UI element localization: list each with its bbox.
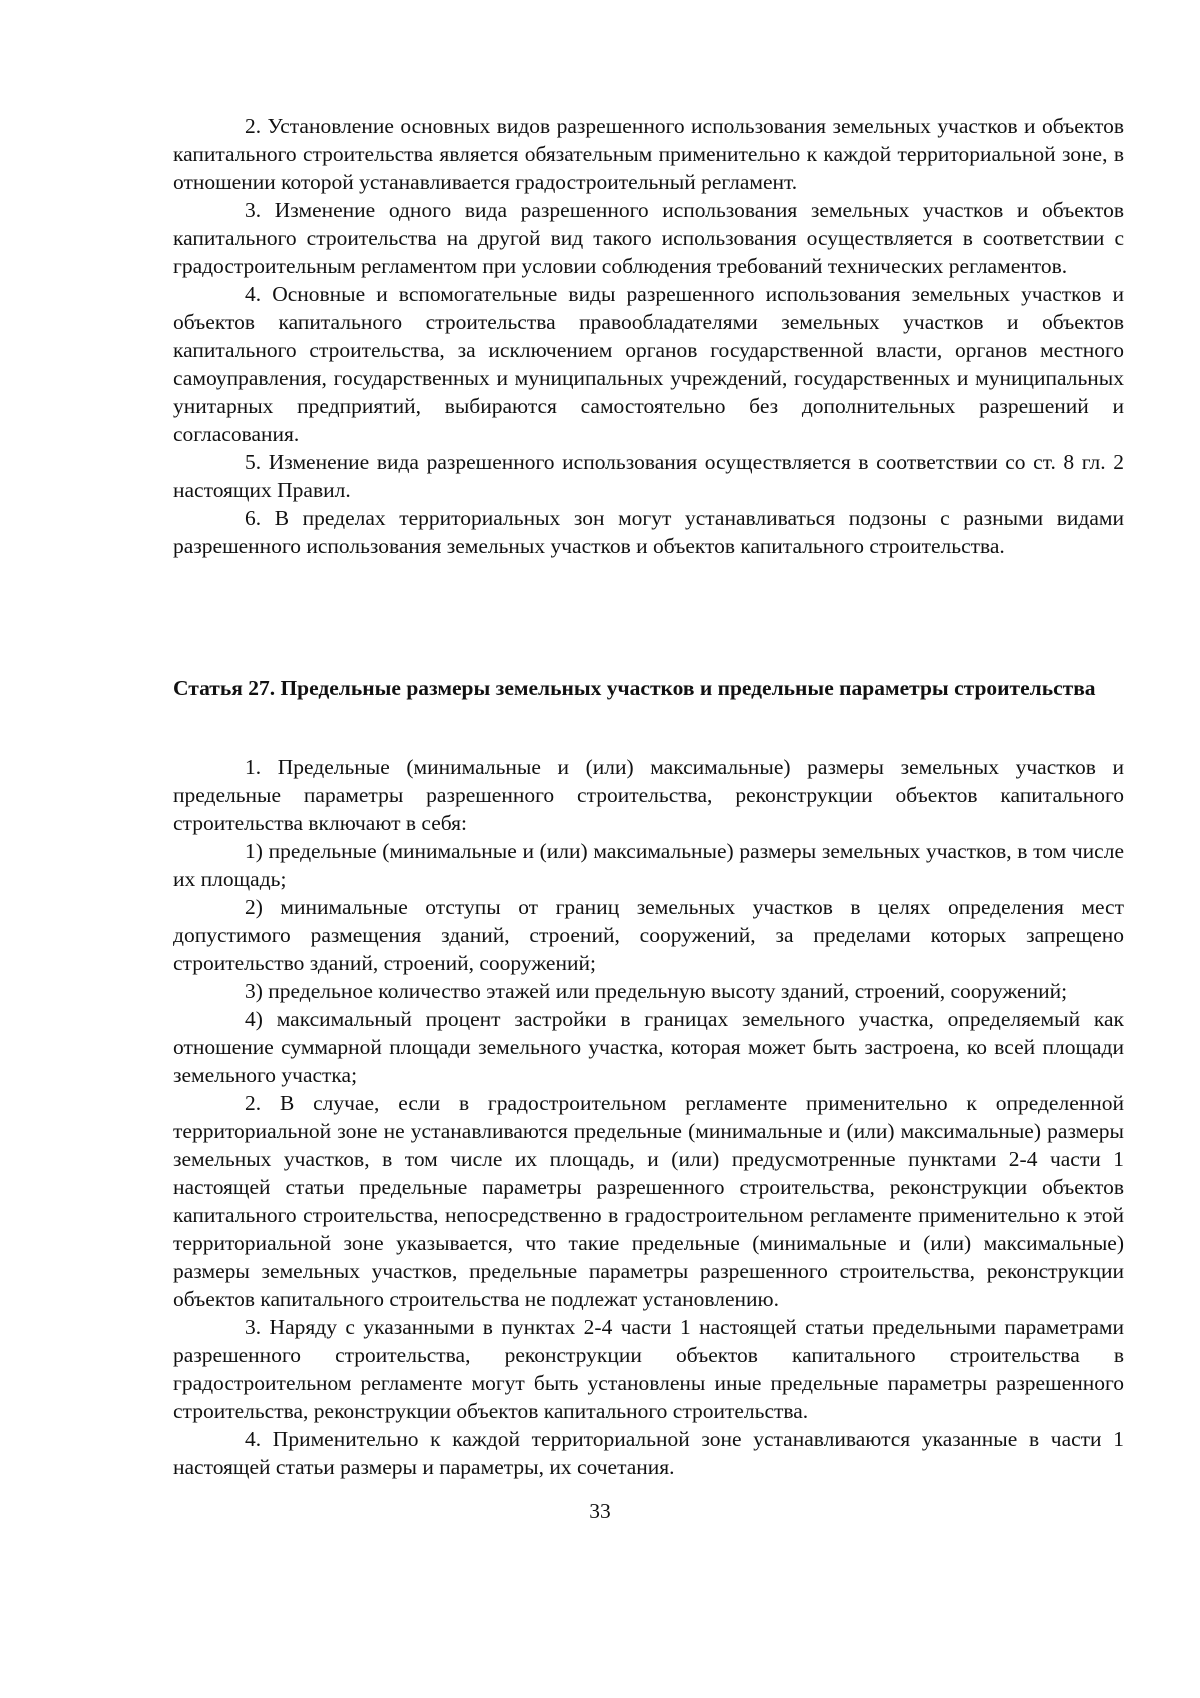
paragraph-2: 2. Установление основных видов разрешенного использования земельных участков и объектов капитального строительства является обязательным применительно к каждой территориальной зоне, в отношении которой устанавливается градостроительный регламент. xyxy=(173,114,1124,194)
page-number: 33 xyxy=(589,1499,611,1523)
article-paragraph-4: 4. Применительно к каждой территориальной зоне устанавливаются указанные в части 1 настоящей статьи размеры и параметры, их сочетания. xyxy=(173,1427,1124,1479)
article-subitem-3: 3) предельное количество этажей или предельную высоту зданий, строений, сооружений; xyxy=(245,979,1068,1003)
article-subitem-4: 4) максимальный процент застройки в границах земельного участка, определяемый как отношение суммарной площади земельного участка, которая может быть застроена, ко всей площади земельного участка; xyxy=(173,1007,1124,1087)
article-body xyxy=(173,753,1124,1481)
article-subitem-1: 1) предельные (минимальные и (или) максимальные) размеры земельных участков, в том числе их площадь; xyxy=(173,839,1124,891)
article-subitem-2: 2) минимальные отступы от границ земельных участков в целях определения мест допустимого размещения зданий, строений, сооружений, за пределами которых запрещено строительство зданий, строений, сооружений; xyxy=(173,895,1124,975)
article-paragraph-3: 3. Наряду с указанными в пунктах 2-4 части 1 настоящей статьи предельными параметрами разрешенного строительства, реконструкции объектов капитального строительства в градостроительном регламенте могут быть установлены иные предельные параметры разрешенного строительства, реконструкции объектов капитального строительства. xyxy=(173,1315,1124,1423)
paragraph-6: 6. В пределах территориальных зон могут устанавливаться подзоны с разными видами разрешенного использования земельных участков и объектов капитального строительства. xyxy=(173,506,1124,558)
paragraph-4: 4. Основные и вспомогательные виды разрешенного использования земельных участков и объектов капитального строительства правообладателями земельных участков и объектов капитального строительства, за исключением органов государственной власти, органов местного самоуправления, государственных и муниципальных учреждений, государственных и муниципальных унитарных предприятий, выбираются самостоятельно без дополнительных разрешений и согласования. xyxy=(173,282,1124,446)
paragraph-5: 5. Изменение вида разрешенного использования осуществляется в соответствии со ст. 8 гл. 2 настоящих Правил. xyxy=(173,450,1124,502)
article-paragraph-2: 2. В случае, если в градостроительном регламенте применительно к определенной территориальной зоне не устанавливаются предельные (минимальные и (или) максимальные) размеры земельных участков, в том числе их площадь, и (или) предусмотренные пунктами 2-4 части 1 настоящей статьи предельные параметры разрешенного строительства, реконструкции объектов капитального строительства, непосредственно в градостроительном регламенте применительно к этой территориальной зоне указывается, что такие предельные (минимальные и (или) максимальные) размеры земельных участков, предельные параметры разрешенного строительства, реконструкции объектов капитального строительства не подлежат установлению. xyxy=(173,1091,1124,1311)
article-paragraph-1: 1. Предельные (минимальные и (или) максимальные) размеры земельных участков и предельные параметры разрешенного строительства, реконструкции объектов капитального строительства включают в себя: xyxy=(173,755,1124,835)
paragraph-3: 3. Изменение одного вида разрешенного использования земельных участков и объектов капитального строительства на другой вид такого использования осуществляется в соответствии с градостроительным регламентом при условии соблюдения требований технических регламентов. xyxy=(173,198,1124,278)
section-continuation xyxy=(173,112,1124,560)
article-heading: Статья 27. Предельные размеры земельных участков и предельные параметры строительства xyxy=(173,676,1096,700)
